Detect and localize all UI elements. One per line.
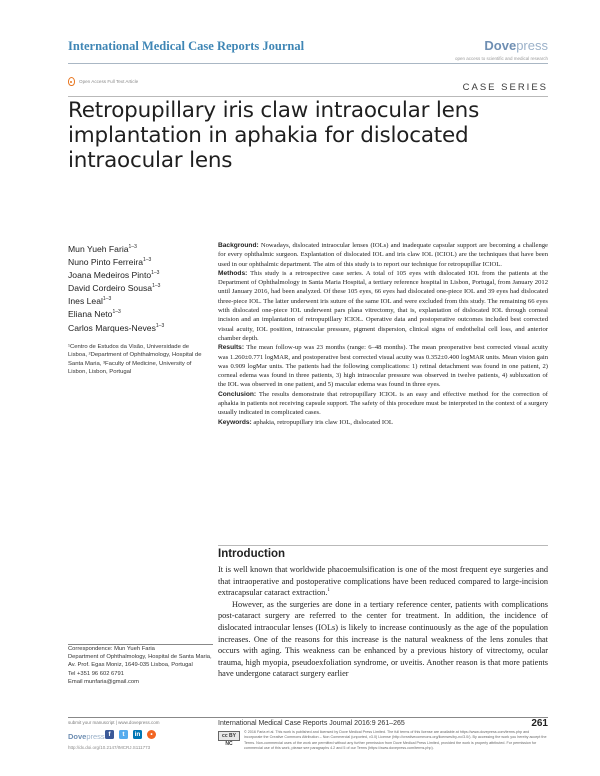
submit-manuscript-link[interactable]: submit your manuscript | www.dovepress.com xyxy=(68,720,160,725)
social-links xyxy=(105,730,156,739)
introduction-paragraph xyxy=(218,564,548,599)
title-divider xyxy=(68,96,548,97)
author[interactable] xyxy=(68,308,164,321)
methods-label: Methods: xyxy=(218,269,248,277)
abstract xyxy=(218,241,548,427)
open-access-label: Open Access Full Text Article xyxy=(79,79,139,84)
header-divider xyxy=(68,63,548,64)
dovepress-logo[interactable] xyxy=(484,38,548,53)
author-name: Ines Leal xyxy=(68,296,103,307)
page-number: 261 xyxy=(531,718,548,729)
introduction-body xyxy=(218,564,548,680)
results-text: The mean follow-up was 23 months (range: 6–48 months). The mean preoperative best corrected visual acuity was 1.260±0.771 logMAR, and postoperative best corrected visual acuity was 0.352±0.400 logMAR units. Mean vision gain was 0.909 logMar units. The patients had the following complications: 1) retinal detachment was found in one patient, 2) corneal edema was found in three patients, 3) high intraocular pressure was observed in twelve patients, 4) subluxation of the IOL was observed in one patient, and 5) macular edema was found in three eyes. xyxy=(218,344,549,389)
introduction-paragraph: However, as the surgeries are done in a tertiary reference center, patients with complications post-cataract surgery are referred to the center for treatment. In addition, the incidence of dislocated intraocular lenses (IOLs) is likely to increase continuously as the age of the population increases. One of the reasons for this increase is the natural weakness of the lens zonules that occurs with aging. This weakness can be enhanced by a previous history of vitrectomy, ocular trauma, high myopia, pseudoexfoliation syndrome, or uveitis. Another reason is that more patients have undergone cataract surgery earlier xyxy=(218,599,548,679)
author-name: Eliana Neto xyxy=(68,309,113,320)
methods-text: This study is a retrospective case series. A total of 105 eyes with dislocated IOL from the patients at the Department of Ophthalmology in Santa Maria Hospital, a tertiary reference hospital in Lisbon, Portugal, from January 2012 until January 2016, had been analyzed. Of these 105 eyes, 66 eyes had dislocated one-piece IOL and 39 eyes had dislocated three-piece IOL. The latter underwent iris suture of the same IOL and were excluded from this study. The remaining 66 eyes with dislocated one-piece IOL underwent pars plana vitrectomy, that is, explantation of dislocated IOL through corneal incision and an implantation of retropupillary ICIOL. Operative data and postoperative outcomes included best corrected visual acuity, IOL position, intraocular pressure, pigment dispersion, clinical signs of endothelial cell loss, and anterior chamber depth. xyxy=(218,269,548,342)
open-access-badge xyxy=(68,77,138,86)
author-affiliation-ref: 1–3 xyxy=(102,296,112,303)
footer-logo-bold: Dove xyxy=(68,732,87,741)
author[interactable] xyxy=(68,295,164,308)
conclusion-label: Conclusion: xyxy=(218,390,257,398)
logo-light: press xyxy=(516,38,548,53)
linkedin-icon[interactable]: in xyxy=(134,731,141,738)
footer-logo-light: press xyxy=(86,732,105,741)
author-affiliation-ref: 1–3 xyxy=(155,322,165,329)
footer-dovepress-logo[interactable] xyxy=(68,732,105,741)
background-text: Nowadays, dislocated intraocular lenses (IOLs) and inadequate capsular support are becoming a challenge for every ophthalmic surgeon. Explantation of dislocated IOL and iris claw IOL (ICIOL) are the techniques that have been used in our ophthalmic department. The aim of this study is to report our technique for retropupillar ICIOL. xyxy=(218,242,548,268)
article-type-text: CASE SERIES xyxy=(462,82,548,93)
author[interactable] xyxy=(68,282,164,295)
twitter-icon[interactable]: t xyxy=(119,730,128,739)
conclusion-text: The results demonstrate that retropupillary ICIOL is an easy and effective method for the correction of aphakia in patients not receiving capsule support. The safety of this procedure must be interpreted in the context of a surgery usually indicated in complicated cases. xyxy=(218,390,548,417)
author[interactable] xyxy=(68,269,164,282)
author-affiliation-ref: 1–3 xyxy=(128,244,137,251)
correspondence-name: Correspondence: Mun Yueh Faria xyxy=(68,646,155,652)
article-type xyxy=(463,82,548,93)
abstract-results xyxy=(218,343,548,389)
affiliations: ¹Centro de Estudos da Visão, Universidade de Lisboa, ²Department of Ophthalmology, Hospital de Santa Maria, ³Faculty of Medicine, University of Lisbon, Lisbon, Portugal xyxy=(68,344,202,376)
abstract-methods xyxy=(218,269,548,343)
citation-ref[interactable]: 1 xyxy=(327,588,330,594)
logo-bold: Dove xyxy=(484,38,517,53)
author-affiliation-ref: 1–3 xyxy=(151,270,160,277)
author-affiliation-ref: 1–3 xyxy=(152,283,161,290)
cc-license-icon[interactable]: cc BY NC xyxy=(218,731,240,741)
paragraph-text: It is well known that worldwide phacoemulsification is one of the most frequent eye surgeries and that intraoperative and postoperative complications have been reduced compared to large-incision extracapsular cataract extraction. xyxy=(218,565,548,598)
author-name: Joana Medeiros Pinto xyxy=(68,270,152,281)
author[interactable] xyxy=(68,322,164,335)
abstract-keywords xyxy=(218,418,548,427)
open-access-lock-icon xyxy=(68,77,75,86)
author-name: Nuno Pinto Ferreira xyxy=(68,257,143,268)
keywords-label: Keywords: xyxy=(218,418,252,426)
journal-title[interactable]: International Medical Case Reports Journal xyxy=(68,39,305,53)
author-name: Carlos Marques-Neves xyxy=(68,322,156,333)
article-title: Retropupillary iris claw intraocular lens implantation in aphakia for dislocated intraocular lens xyxy=(68,98,480,173)
author[interactable] xyxy=(68,256,164,269)
results-label: Results: xyxy=(218,344,245,352)
keywords-text: aphakia, retropupillary iris claw IOL, dislocated IOL xyxy=(253,418,393,426)
author-affiliation-ref: 1–3 xyxy=(143,257,152,264)
correspondence-phone: Tel +351 96 602 6791 xyxy=(68,670,124,677)
author-list xyxy=(68,243,164,335)
author[interactable] xyxy=(68,243,164,256)
footer-divider xyxy=(68,717,548,718)
abstract-conclusion xyxy=(218,390,548,418)
background-label: Background: xyxy=(218,242,259,249)
journal-citation: International Medical Case Reports Journal 2016:9 261–265 xyxy=(218,720,405,727)
author-name: David Cordeiro Sousa xyxy=(68,283,153,294)
introduction-heading: Introduction xyxy=(218,548,286,560)
author-affiliation-ref: 1–3 xyxy=(112,309,121,316)
author-name: Mun Yueh Faria xyxy=(68,244,129,254)
doi-link[interactable]: http://dx.doi.org/10.2147/IMCRJ.S111773 xyxy=(68,745,151,750)
abstract-background xyxy=(218,241,548,269)
introduction-divider xyxy=(218,545,548,546)
publisher-tagline: open access to scientific and medical research xyxy=(454,56,548,61)
rss-icon[interactable]: • xyxy=(147,730,156,739)
facebook-icon[interactable]: f xyxy=(105,730,114,739)
correspondence xyxy=(68,645,213,686)
correspondence-address: Department of Ophthalmology, Hospital de Santa Maria, Av. Prof. Egas Moniz, 1649-035 Lisboa, Portugal xyxy=(68,654,212,669)
correspondence-email[interactable]: Email munfaria@gmail.com xyxy=(68,678,139,685)
license-text: © 2016 Faria et al. This work is published and licensed by Dove Medical Press Limited. The full terms of this license are available at https://www.dovepress.com/terms.php and incorporate the Creative Commons Attribution – Non Commercial (unported, v3.0) License (http://creativecommons.org/licenses/by-nc/3.0/). By accessing the work you hereby accept the Terms. Non-commercial uses of the work are permitted without any further permission from Dove Medical Press Limited, provided the work is properly attributed. For permission for commercial use of this work, please see paragraphs 4.2 and 5 of our Terms (https://www.dovepress.com/terms.php). xyxy=(244,730,547,750)
